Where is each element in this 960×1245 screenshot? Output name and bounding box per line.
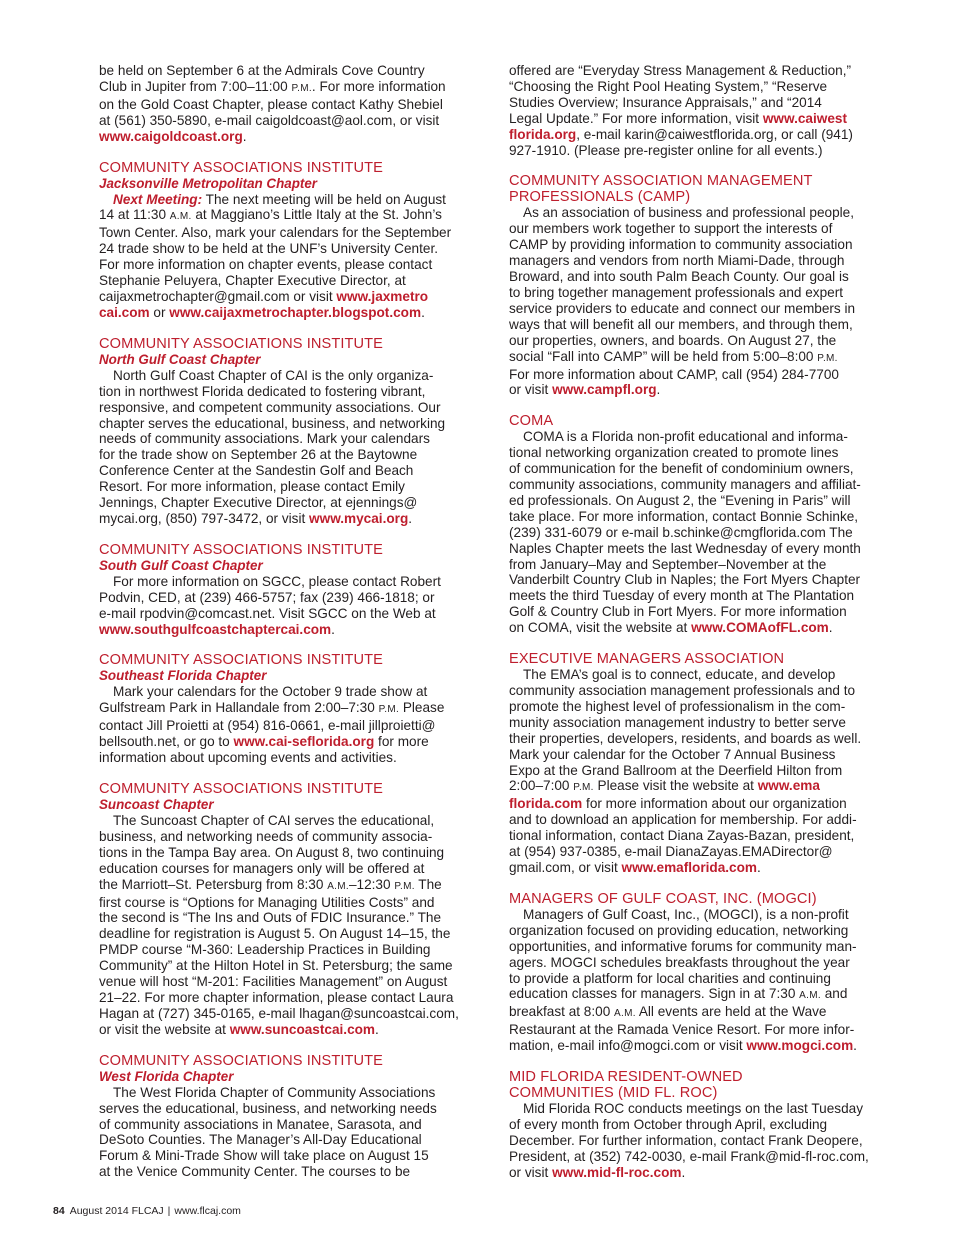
text-line: information about upcoming events and activities. <box>99 750 397 766</box>
next-meeting-label: Next Meeting: <box>113 191 203 207</box>
section-heading: COMMUNITY ASSOCIATIONS INSTITUTE <box>99 159 384 176</box>
text-line: of communication for the benefit of condominium owners, <box>509 461 854 477</box>
section-heading: COMMUNITY ASSOCIATION MANAGEMENT <box>509 173 813 190</box>
text-line: Resort. For more information, please contact Emily <box>99 479 405 495</box>
text-line: Expo at the Grand Ballroom at the Deerfield Hilton from <box>509 762 843 778</box>
text-line: from January–May and September–November at the <box>509 556 827 572</box>
mogci-link[interactable]: www.mogci.com <box>746 1038 854 1054</box>
emaflorida-site-link[interactable]: www.emaflorida.com <box>621 859 758 875</box>
suncoast-section <box>99 781 477 1038</box>
chapter-name: South Gulf Coast Chapter <box>99 557 263 573</box>
southeast-florida-section <box>99 652 477 766</box>
text-line: tions in the Tampa Bay area. On August 8, two continuing <box>99 844 445 860</box>
section-heading-cont: COMMUNITIES (MID FL. ROC) <box>509 1085 718 1102</box>
camp-section <box>509 173 887 398</box>
text-line: florida.org, e-mail karin@caiwestflorida.org, or call (941) <box>509 126 853 142</box>
section-heading: COMMUNITY ASSOCIATIONS INSTITUTE <box>99 541 384 558</box>
text-line: Mid Florida ROC conducts meetings on the last Tuesday <box>523 1101 864 1117</box>
text-line: opportunities, and informative forums for community man- <box>509 938 857 954</box>
text-line: Stephanie Peluyera, Chapter Executive Director, at <box>99 273 406 289</box>
text-line: CAMP by providing information to community association <box>509 237 853 253</box>
text-line: of community associations in Manatee, Sarasota, and <box>99 1116 422 1132</box>
text-line: deadline for registration is August 5. On August 14–15, the <box>99 926 451 942</box>
text-line: Town Center. Also, mark your calendars for the September <box>99 225 452 241</box>
text-line: Gulfstream Park in Hallandale from 2:00–7:30 P.M. Please <box>99 700 445 716</box>
section-heading: MID FLORIDA RESIDENT-OWNED <box>509 1069 743 1086</box>
text-line: Golf & Country Club in Fort Myers. For more information <box>509 604 847 620</box>
section-heading: EXECUTIVE MANAGERS ASSOCIATION <box>509 651 785 668</box>
text-line: Community” at the Hilton Hotel in St. Petersburg; the same <box>99 958 453 974</box>
caijaxmetrochapter-blog-link[interactable]: www.caijaxmetrochapter.blogspot.com <box>169 304 422 320</box>
caiwestflorida-link[interactable]: www.caiwest <box>762 110 847 126</box>
caiwestflorida-link-cont[interactable]: florida.org <box>509 126 577 142</box>
comaoffl-link[interactable]: www.COMAofFL.com <box>691 620 829 636</box>
chapter-name: North Gulf Coast Chapter <box>99 351 261 367</box>
southgulfcoast-link[interactable]: www.southgulfcoastchaptercai.com <box>99 621 332 637</box>
text-line: The EMA’s goal is to connect, educate, and develop <box>523 667 836 683</box>
jaxmetrocai-link-cont[interactable]: cai.com <box>99 304 150 320</box>
text-line: Hagan at (727) 345-0165, e-mail lhagan@suncoastcai.com, <box>99 1005 459 1021</box>
text-line: on COMA, visit the website at www.COMAofFL.com. <box>509 620 833 636</box>
chapter-name: West Florida Chapter <box>99 1068 234 1084</box>
text-line: organization focused on providing education, networking <box>509 922 849 938</box>
text-line: or visit www.campfl.org. <box>509 382 661 398</box>
footer-separator: | <box>167 1205 171 1217</box>
text-line: 24 trade show to be held at the UNF’s University Center. <box>99 241 439 257</box>
mogci-section <box>509 891 887 1054</box>
text-line: needs of community associations. Mark your calendars <box>99 431 430 447</box>
text-line: COMA is a Florida non-profit educational and informa- <box>523 429 848 445</box>
text-line: meets the third Tuesday of every month at The Plantation <box>509 588 855 604</box>
text-line: of every month from October through April, excluding <box>509 1116 828 1132</box>
north-gulf-coast-section <box>99 336 477 527</box>
chapter-name: Southeast Florida Chapter <box>99 668 267 684</box>
text-line: on the Gold Coast Chapter, please contact Kathy Shebiel <box>99 96 443 112</box>
text-line: Podvin, CED, at (239) 466-5757; fax (239) 466-1818; or <box>99 589 435 605</box>
text-line: Legal Update.” For more information, visit www.caiwest <box>509 110 847 126</box>
text-line: to bring together management professionals and expert <box>509 284 844 300</box>
gold-coast-continued <box>99 63 477 145</box>
text-line: ways that will benefit all our members, and through them, <box>509 316 853 332</box>
text-line: or visit www.mid-fl-roc.com. <box>509 1164 686 1180</box>
emaflorida-link[interactable]: www.ema <box>757 778 820 794</box>
text-line: contact Jill Proietti at (954) 816-0661, e-mail jillproietti@ <box>99 718 436 734</box>
cai-seflorida-link[interactable]: www.cai-seflorida.org <box>233 734 375 750</box>
text-line: bellsouth.net, or go to www.cai-seflorida.org for more <box>99 734 429 750</box>
text-line: 14 at 11:30 A.M. at Maggiano’s Little Italy at the St. John’s <box>99 207 442 223</box>
text-line: 2:00–7:00 P.M. Please visit the website at www.ema <box>509 778 820 794</box>
mid-fl-roc-section <box>509 1069 887 1181</box>
section-heading: COMMUNITY ASSOCIATIONS INSTITUTE <box>99 335 384 352</box>
mid-fl-roc-link[interactable]: www.mid-fl-roc.com <box>552 1164 682 1180</box>
text-line: and to download an application for membership. For addi- <box>509 812 857 828</box>
text-line: www.caigoldcoast.org. <box>99 128 247 144</box>
text-line: social “Fall into CAMP” will be held from 5:00–8:00 P.M. <box>509 348 838 364</box>
text-line: Forum & Mini-Trade Show will take place on August 15 <box>99 1148 429 1164</box>
text-line: Next Meeting: The next meeting will be held on August <box>113 191 446 207</box>
chapter-name: Suncoast Chapter <box>99 797 214 812</box>
right-column <box>509 63 887 1196</box>
text-line: tion in northwest Florida dedicated to fostering vibrant, <box>99 383 426 399</box>
text-line: For more information about CAMP, call (954) 284-7700 <box>509 366 839 382</box>
text-line: for the trade show on September 26 at the Baytowne <box>99 447 418 463</box>
text-line: to provide a platform for local charities and continuing <box>509 970 831 986</box>
text-line: community associations, community managers and affiliat- <box>509 477 861 493</box>
text-line: their properties, developers, residents, and boards as well. <box>509 730 862 746</box>
section-heading-cont: PROFESSIONALS (CAMP) <box>509 189 691 206</box>
section-heading: COMMUNITY ASSOCIATIONS INSTITUTE <box>99 781 384 797</box>
page-number: 84 <box>53 1205 65 1217</box>
text-line: gmail.com, or visit www.emaflorida.com. <box>509 859 761 875</box>
text-line: first course is “Options for Managing Utilities Costs” and <box>99 894 435 910</box>
west-florida-continued <box>509 63 887 158</box>
text-line: florida.com for more information about our organization <box>509 796 847 812</box>
text-line: promote the highest level of professionalism in the com- <box>509 698 846 714</box>
text-line: service providers to educate and connect our members in <box>509 300 856 316</box>
text-line: managers and vendors from north Miami-Dade, through <box>509 253 845 269</box>
coma-section <box>509 413 887 636</box>
text-line: DeSoto Counties. The Manager’s All-Day Educational <box>99 1132 422 1148</box>
text-line: “Choosing the Right Pool Heating System,” “Reserve <box>509 78 828 94</box>
text-line: cai.com or www.caijaxmetrochapter.blogspot.com. <box>99 304 425 320</box>
text-line: serves the educational, business, and networking needs <box>99 1100 437 1116</box>
text-line: President, at (352) 742-0030, e-mail Frank@mid-fl-roc.com, <box>509 1148 869 1164</box>
text-line: education courses for managers only will be offered at <box>99 860 425 876</box>
text-line: For more information on SGCC, please contact Robert <box>113 573 441 589</box>
text-line: Broward, and into south Palm Beach County. Our goal is <box>509 269 849 285</box>
text-line: For more information on chapter events, please contact <box>99 257 433 273</box>
text-line: education classes for managers. Sign in at 7:30 A.M. and <box>509 986 848 1002</box>
chapter-name: Jacksonville Metropolitan Chapter <box>99 175 318 191</box>
text-line: Mark your calendars for the October 9 trade show at <box>113 684 428 700</box>
text-line: December. For further information, contact Frank Deopere, <box>509 1132 863 1148</box>
text-line: PMDP course “M-360: Leadership Practices in Building <box>99 942 431 958</box>
text-line: our properties, owners, and boards. On August 27, the <box>509 332 837 348</box>
text-line: the second is “The Ins and Outs of FDIC Insurance.” The <box>99 910 442 926</box>
text-line: The West Florida Chapter of Community Associations <box>113 1084 436 1100</box>
text-line: Managers of Gulf Coast, Inc., (MOGCI), is a non-profit <box>523 906 849 922</box>
text-line: Conference Center at the Sandestin Golf and Beach <box>99 463 414 479</box>
west-florida-section <box>99 1053 477 1180</box>
emaflorida-link-cont[interactable]: florida.com <box>509 796 583 812</box>
text-line: community association management professionals and to <box>509 683 856 698</box>
text-line: 927-1910. (Please pre-register online for all events.) <box>509 142 823 158</box>
issue-label: August 2014 FLCAJ <box>69 1205 164 1217</box>
suncoastcai-link[interactable]: www.suncoastcai.com <box>229 1021 376 1037</box>
text-line: venue will host “M-201: Facilities Management” on August <box>99 974 448 990</box>
text-line: tional networking organization created to promote lines <box>509 445 839 461</box>
text-line: at (954) 937-0385, e-mail DianaZayas.EMADirector@ <box>509 844 833 860</box>
section-heading: COMMUNITY ASSOCIATIONS INSTITUTE <box>99 652 384 669</box>
jaxmetrocai-link[interactable]: www.jaxmetro <box>336 288 429 304</box>
section-heading: MANAGERS OF GULF COAST, INC. (MOGCI) <box>509 890 817 907</box>
text-line: Vanderbilt Country Club in Naples; the Fort Myers Chapter <box>509 572 861 588</box>
page-footer <box>53 1205 241 1217</box>
text-line: caijaxmetrochapter@gmail.com or visit www.jaxmetro <box>99 288 429 304</box>
text-line: business, and networking needs of community associa- <box>99 828 433 844</box>
text-line: at (561) 350-5890, e-mail caigoldcoast@aol.com, or visit <box>99 112 440 128</box>
text-line: Studies Overview; Insurance Appraisals,” and “2014 <box>509 94 822 110</box>
text-line: Jennings, Chapter Executive Director, at ejennings@ <box>99 495 418 511</box>
text-line: Naples Chapter meets the last Wednesday of every month <box>509 540 861 556</box>
text-line: tional information, contact Diana Zayas-Bazan, president, <box>509 828 855 844</box>
text-line: ed professionals. On August 2, the “Evening in Paris” will <box>509 492 851 508</box>
text-line: www.southgulfcoastchaptercai.com. <box>99 621 335 637</box>
mycai-link[interactable]: www.mycai.org <box>309 510 409 526</box>
text-line: agers. MOGCI schedules breakfasts throughout the year <box>509 954 850 970</box>
text-line: be held on September 6 at the Admirals Cove Country <box>99 63 425 78</box>
text-line: chapter serves the educational, business, and networking <box>99 415 446 431</box>
left-column <box>99 63 477 1195</box>
text-line: The Suncoast Chapter of CAI serves the educational, <box>113 813 435 828</box>
text-line: responsive, and competent community associations. Our <box>99 399 441 415</box>
text-line: munity association management industry to better serve <box>509 714 846 730</box>
text-line: our members work together to support the interests of <box>509 221 833 237</box>
text-line: offered are “Everyday Stress Management & Reduction,” <box>509 63 852 78</box>
south-gulf-coast-section <box>99 542 477 638</box>
text-line: e-mail rpodvin@comcast.net. Visit SGCC on the Web at <box>99 605 436 621</box>
text-line: Club in Jupiter from 7:00–11:00 P.M.. For more information <box>99 78 446 94</box>
text-line: mycai.org, (850) 797-3472, or visit www.mycai.org. <box>99 510 413 526</box>
text-line: Restaurant at the Ramada Venice Resort. For more infor- <box>509 1022 855 1038</box>
section-heading: COMA <box>509 413 554 430</box>
text-line: at the Venice Community Center. The courses to be <box>99 1164 411 1180</box>
text-line: 21–22. For more chapter information, please contact Laura <box>99 989 454 1005</box>
text-line: As an association of business and professional people, <box>523 205 854 221</box>
section-heading: COMMUNITY ASSOCIATIONS INSTITUTE <box>99 1052 384 1069</box>
ema-section <box>509 651 887 876</box>
text-line: (239) 331-6079 or e-mail b.schinke@cmgflorida.com The <box>509 524 853 540</box>
jacksonville-chapter-section <box>99 160 477 321</box>
text-line: North Gulf Coast Chapter of CAI is the only organiza- <box>113 367 434 383</box>
text-line: mation, e-mail info@mogci.com or visit www.mogci.com. <box>509 1038 857 1054</box>
footer-site-link[interactable]: www.flcaj.com <box>174 1205 241 1217</box>
text-line: breakfast at 8:00 A.M. All events are held at the Wave <box>509 1004 827 1020</box>
text-line: or visit the website at www.suncoastcai.com. <box>99 1021 379 1037</box>
text-line: take place. For more information, contact Bonnie Schinke, <box>509 508 859 524</box>
campfl-link[interactable]: www.campfl.org <box>552 382 657 398</box>
text-line: Mark your calendar for the October 7 Annual Business <box>509 746 836 762</box>
caigoldcoast-link[interactable]: www.caigoldcoast.org <box>99 128 243 144</box>
text-line: the Marriott–St. Petersburg from 8:30 A.M.–12:30 P.M. The <box>99 876 442 892</box>
